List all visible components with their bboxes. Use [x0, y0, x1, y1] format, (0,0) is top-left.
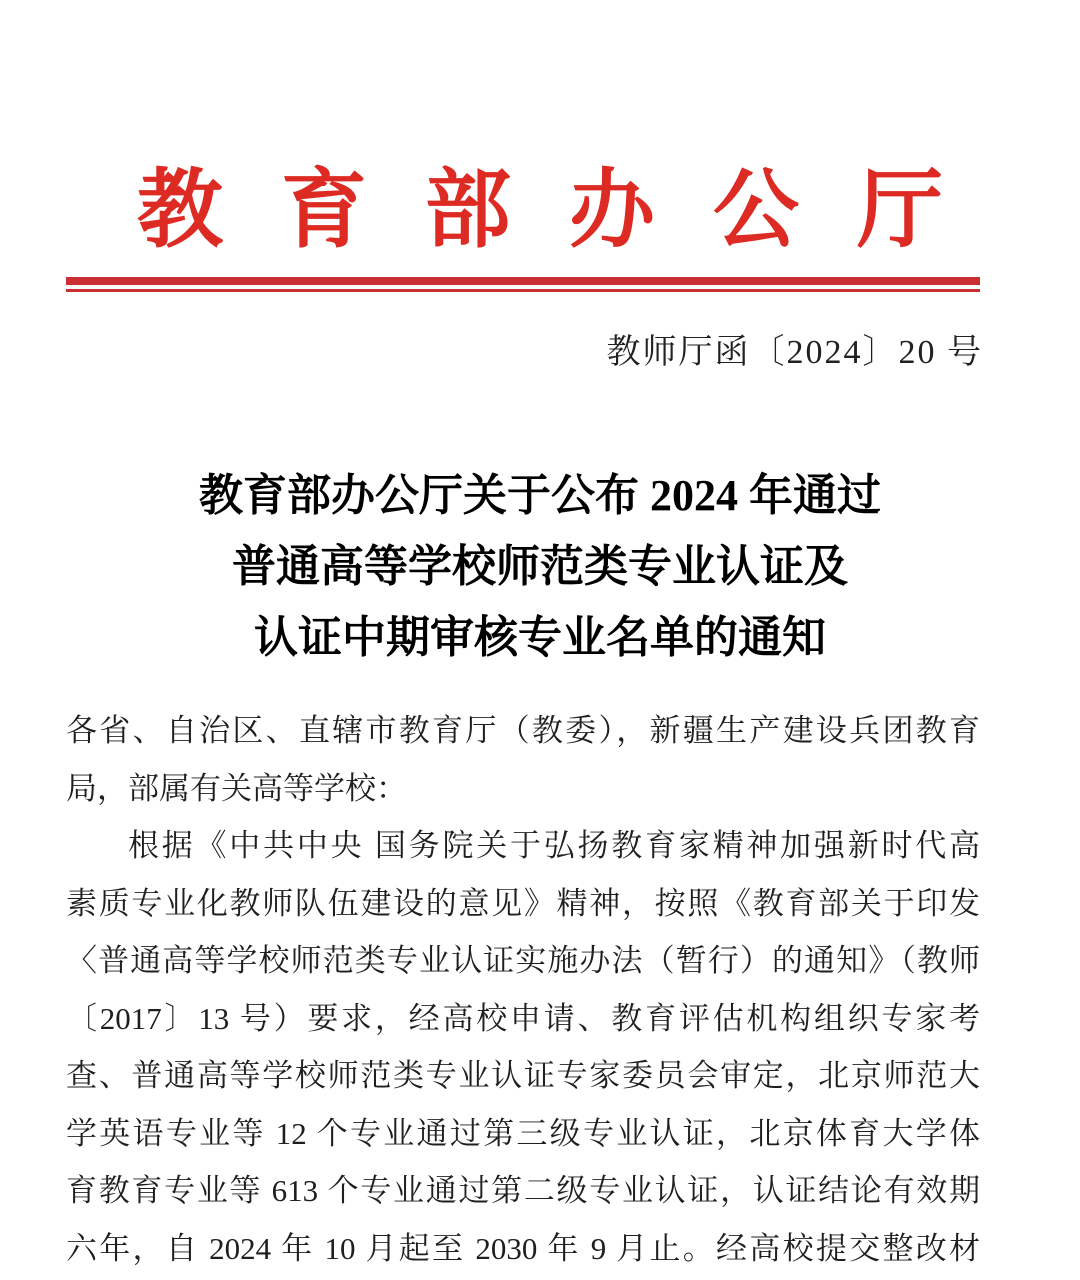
- notice-title-line-3: 认证中期审核专业名单的通知: [254, 613, 826, 662]
- body-line: 育教育专业等 613 个专业通过第二级专业认证，认证结论有效期: [66, 1173, 980, 1208]
- notice-title: [0, 460, 1080, 673]
- notice-title-line-1: 教育部办公厅关于公布 2024 年通过: [199, 471, 881, 520]
- body-line: 根据《中共中央 国务院关于弘扬教育家精神加强新时代高: [128, 828, 980, 863]
- body-text: [66, 702, 980, 1277]
- agency-header: [0, 162, 1080, 258]
- header-rule-thin: [66, 289, 980, 292]
- body-line: 查、普通高等学校师范类专业认证专家委员会审定，北京师范大: [66, 1058, 980, 1093]
- body-line: 〔2017〕13 号）要求，经高校申请、教育评估机构组织专家考: [66, 1000, 980, 1036]
- body-line: 学英语专业等 12 个专业通过第三级专业认证，北京体育大学体: [66, 1115, 980, 1151]
- body-line: 素质专业化教师队伍建设的意见》精神，按照《教育部关于印发: [66, 885, 980, 921]
- header-rule-thick: [66, 277, 980, 285]
- doc-number: 教师厅函〔2024〕20 号: [606, 334, 983, 371]
- notice-title-line-2: 普通高等学校师范类专业认证及: [232, 542, 848, 591]
- body-line: 六年，自 2024 年 10 月起至 2030 年 9 月止。经高校提交整改材: [66, 1230, 980, 1266]
- body-line: 〈普通高等学校师范类专业认证实施办法（暂行）的通知》（教师: [66, 943, 980, 978]
- body-line: 各省、自治区、直辖市教育厅（教委），新疆生产建设兵团教育: [66, 713, 980, 748]
- body-line: 局，部属有关高等学校：: [66, 770, 407, 806]
- agency-name: 教育部办公厅: [137, 162, 1001, 258]
